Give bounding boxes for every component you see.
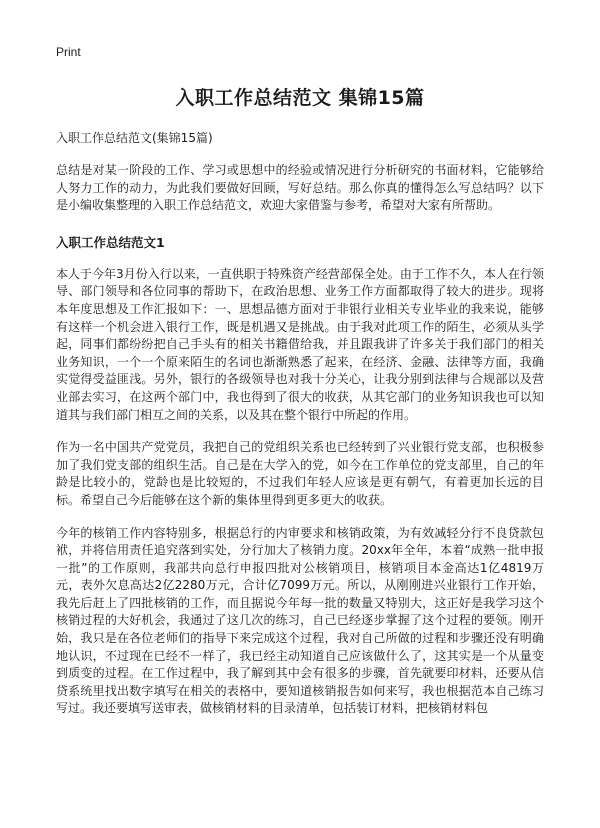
section-heading: 入职工作总结范文1 [56, 234, 165, 250]
body-paragraph: 今年的核销工作内容特别多，根据总行的内审要求和核销政策，为有效减轻分行不良贷款包袱，并将信用责任追究落到实处，分行加大了核销力度。20xx年全年，本着“成熟一批申报一批”的工作原则，我部共向总行申报四批对公核销项目，核销项目本金高达1亿4819万元，表外欠息高达2亿2280万元，合计亿7099万元。所以，从刚刚进兴业银行工作开始，我先后赶上了四批核销的工作，而且据说今年每一批的数量又特别大，这正好是我学习这个核销过程的大好机会，我通过了这几次的练习，自己已经逐步掌握了这个过程的要领。刚开始，我只是在各位老师们的指导下来完成这个过程，我对自己所做的过程和步骤还没有明确地认识，不过现在已经不一样了，我已经主动知道自己应该做什么了，这其实是一个从量变到质变的过程。在工作过程中，我了解到其中会有很多的步骤，首先就要印材料，还要从信贷系统里找出数字填写在相关的表格中，要知道核销报告如何来写，我也根据范本自己练习写过。我还要填写送审表，做核销材料的目录清单，包括装订材料，把核销材料包 [56, 525, 544, 716]
document-subtitle: 入职工作总结范文(集锦15篇) [56, 131, 213, 145]
body-paragraph: 作为一名中国共产党党员，我把自己的党组织关系也已经转到了兴业银行党支部，也积极参加了我们党支部的组织生活。自己是在大学入的党，如今在工作单位的党支部里，自己的年龄是比较小的，党龄也是比较短的，不过我们年轻人应该是更有朝气，有着更加长远的目标。希望自己今后能够在这个新的集体里得到更多更大的收获。 [56, 440, 544, 507]
document-title: 入职工作总结范文 集锦15篇 [175, 87, 425, 109]
intro-paragraph: 总结是对某一阶段的工作、学习或思想中的经验或情况进行分析研究的书面材料，它能够给人努力工作的动力，为此我们要做好回顾，写好总结。那么你真的懂得怎么写总结吗？以下是小编收集整理的入职工作总结范文，欢迎大家借鉴与参考，希望对大家有所帮助。 [56, 163, 544, 213]
print-link[interactable]: Print [56, 45, 81, 59]
body-paragraph: 本人于今年3月份入行以来，一直供职于特殊资产经营部保全处。由于工作不久，本人在行领导、部门领导和各位同事的帮助下，在政治思想、业务工作方面都取得了较大的进步。现将本年度思想及工作汇报如下：一、思想品德方面对于非银行业相关专业毕业的我来说，能够有这样一个机会进入银行工作，既是机遇又是挑战。由于我对此项工作的陌生，必须从头学起，同事们都纷纷把自己手头有的相关书籍借给我，并且跟我讲了许多关于我们部门的相关业务知识，一个一个原来陌生的名词也渐渐熟悉了起来，在经济、金融、法律等方面，我确实觉得受益匪浅。另外，银行的各级领导也对我十分关心，让我分别到法律与合规部以及营业部去实习，在这两个部门中，我也得到了很大的收获，从其它部门的业务知识我也可以知道其与我们部门相互之间的关系，以及其在整个银行中所起的作用。 [56, 266, 544, 422]
